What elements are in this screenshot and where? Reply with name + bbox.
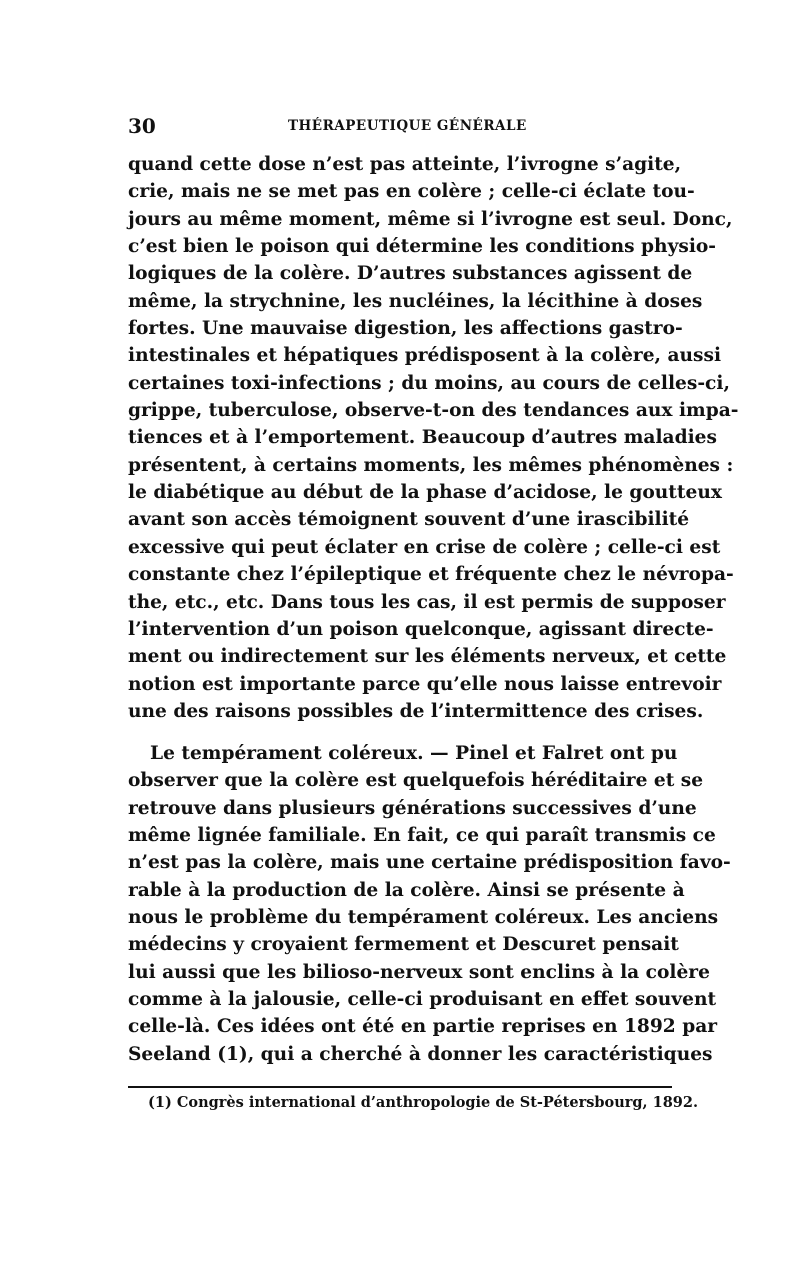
text-line: même, la strychnine, les nucléines, la lécithine à doses xyxy=(128,290,703,312)
text-line: ment ou indirectement sur les éléments nerveux, et cette xyxy=(128,646,727,668)
text-line: c’est bien le poison qui détermine les conditions physio- xyxy=(128,236,717,258)
text-line: nous le problème du tempérament coléreux. Les anciens xyxy=(128,907,719,929)
section-heading-line: Le tempérament coléreux. — Pinel et Falret ont pu xyxy=(150,743,678,764)
running-title: THÉRAPEUTIQUE GÉNÉRALE xyxy=(288,118,527,134)
text-line: certaines toxi-infections ; du moins, au cours de celles-ci, xyxy=(128,372,730,394)
text-line: logiques de la colère. D’autres substances agissent de xyxy=(128,263,693,285)
text-line: tiences et à l’emportement. Beaucoup d’autres maladies xyxy=(128,427,717,449)
footnote: (1) Congrès international d’anthropologie de St-Pétersbourg, 1892. xyxy=(148,1094,699,1111)
text-line: jours au même moment, même si l’ivrogne est seul. Donc, xyxy=(128,208,733,230)
text-line: comme à la jalousie, celle-ci produisant en effet souvent xyxy=(128,989,717,1011)
text-line: excessive qui peut éclater en crise de colère ; celle-ci est xyxy=(128,536,721,558)
text-line: quand cette dose n’est pas atteinte, l’ivrogne s’agite, xyxy=(128,154,682,175)
text-line: retrouve dans plusieurs générations successives d’une xyxy=(128,797,697,819)
footnote-divider xyxy=(128,1086,672,1088)
page-number: 30 xyxy=(128,114,156,138)
text-line: lui aussi que les bilioso-nerveux sont enclins à la colère xyxy=(128,961,710,983)
text-line: même lignée familiale. En fait, ce qui paraît transmis ce xyxy=(128,825,716,847)
text-line: rable à la production de la colère. Ainsi se présente à xyxy=(128,879,685,901)
text-line: intestinales et hépatiques prédisposent à la colère, aussi xyxy=(128,345,722,367)
text-line: médecins y croyaient fermement et Descuret pensait xyxy=(128,934,679,956)
text-line: notion est importante parce qu’elle nous laisse entrevoir xyxy=(128,673,722,695)
text-line: observer que la colère est quelquefois héréditaire et se xyxy=(128,770,704,792)
page-header xyxy=(128,112,672,144)
text-line: Seeland (1), qui a cherché à donner les caractéristiques xyxy=(128,1043,713,1065)
text-line: le diabétique au début de la phase d’acidose, le goutteux xyxy=(128,482,722,504)
text-line: présentent, à certains moments, les mêmes phénomènes : xyxy=(128,454,734,476)
text-line: n’est pas la colère, mais une certaine prédisposition favo- xyxy=(128,852,731,874)
paragraph-1 xyxy=(128,151,739,725)
text-line: constante chez l’épileptique et fréquente chez le névropa- xyxy=(128,564,734,586)
text-line: l’intervention d’un poison quelconque, agissant directe- xyxy=(128,618,714,640)
text-line: fortes. Une mauvaise digestion, les affections gastro- xyxy=(128,318,683,340)
text-line: grippe, tuberculose, observe-t-on des tendances aux impa- xyxy=(128,400,739,422)
paragraph-2 xyxy=(128,740,731,1068)
text-line: une des raisons possibles de l’intermittence des crises. xyxy=(128,700,704,722)
text-line: celle-là. Ces idées ont été en partie reprises en 1892 par xyxy=(128,1016,718,1038)
text-line: the, etc., etc. Dans tous les cas, il est permis de supposer xyxy=(128,591,726,613)
text-line: avant son accès témoignent souvent d’une irascibilité xyxy=(128,509,690,531)
text-line: crie, mais ne se met pas en colère ; celle-ci éclate tou- xyxy=(128,181,695,203)
